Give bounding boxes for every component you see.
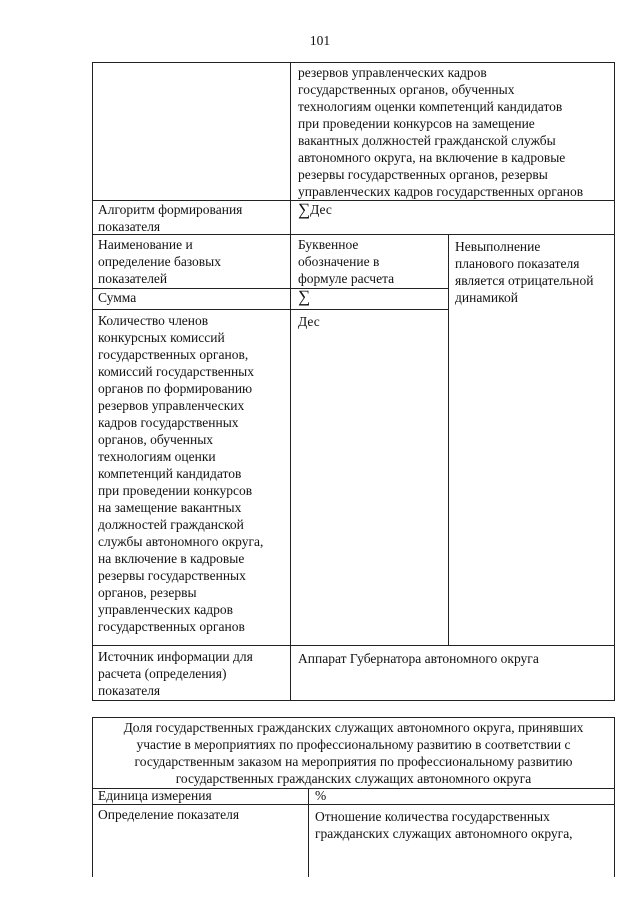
text-line: формуле расчета: [298, 271, 395, 286]
text-line: Наименование и: [98, 237, 193, 252]
dynamics-note: [448, 238, 614, 306]
sum-label: Сумма: [98, 290, 137, 305]
text-line: конкурсных комиссий: [98, 330, 225, 345]
text-line: управленческих кадров: [98, 602, 233, 617]
algorithm-label: [92, 201, 290, 235]
text-line: технологиям оценки компетенций кандидатов: [298, 99, 563, 114]
text-line: кадров государственных: [98, 415, 239, 430]
text-line: обозначение в: [298, 254, 380, 269]
text-line: показателя: [98, 219, 161, 234]
text-line: службы автономного округа,: [98, 534, 264, 549]
text-line: органов по формированию: [98, 381, 253, 396]
text-line: органов, резервы: [98, 585, 197, 600]
text-line: компетенций кандидатов: [98, 466, 242, 481]
indicator-title: [92, 719, 615, 787]
text-line: технологиям оценки: [98, 449, 216, 464]
sigma-symbol: ∑: [298, 200, 311, 219]
text-line: должностей гражданской: [98, 517, 244, 532]
text-line: является отрицательной: [455, 273, 594, 288]
text-line: показателя: [98, 683, 161, 698]
base-indicators-label: [92, 236, 290, 287]
sum-symbol-cell: [290, 288, 448, 305]
text-line: Невыполнение: [455, 239, 541, 254]
text-line: государственным заказом на мероприятия по профессиональному развитию: [134, 754, 573, 769]
definition-label: Определение показателя: [98, 807, 240, 822]
page-number: 101: [309, 33, 331, 48]
text-line: органов, обученных: [98, 432, 214, 447]
text-line: государственных органов: [98, 619, 245, 634]
members-variable: Дес: [298, 314, 320, 329]
text-line: планового показателя: [455, 256, 580, 271]
text-line: Буквенное: [298, 237, 359, 252]
text-line: при проведении конкурсов на замещение: [298, 116, 535, 131]
text-line: при проведении конкурсов: [98, 483, 253, 498]
text-line: показателей: [98, 271, 168, 286]
text-line: управленческих кадров государственных органов: [298, 184, 584, 199]
source-label: [92, 648, 290, 699]
definition-value: [308, 808, 614, 842]
unit-value: %: [315, 788, 327, 803]
text-line: гражданских служащих автономного округа,: [315, 826, 573, 841]
sigma-symbol: ∑: [298, 287, 311, 306]
text-line: Источник информации для: [98, 649, 253, 664]
formula-variable: Дес: [310, 202, 332, 217]
text-line: определение базовых: [98, 254, 222, 269]
text-line: динамикой: [455, 290, 518, 305]
text-line: Алгоритм формирования: [98, 202, 243, 217]
text-line: автономного округа, на включение в кадровые: [298, 150, 566, 165]
members-count-label: [92, 312, 290, 635]
text-line: резервов управленческих: [98, 398, 245, 413]
text-line: государственных органов, обученных: [298, 82, 515, 97]
text-line: резервы государственных органов, резервы: [298, 167, 548, 182]
text-line: Отношение количества государственных: [315, 809, 550, 824]
letter-designation-label: [290, 236, 448, 287]
unit-label: Единица измерения: [98, 788, 212, 803]
text-line: на включение в кадровые: [98, 551, 245, 566]
text-line: участие в мероприятиях по профессиональному развитию в соответствии с: [136, 737, 571, 752]
text-line: резервов управленческих кадров: [298, 65, 487, 80]
text-line: на замещение вакантных: [98, 500, 242, 515]
text-line: Доля государственных гражданских служащих автономного округа, принявших: [123, 720, 584, 735]
text-line: Количество членов: [98, 313, 209, 328]
continuation-text: [290, 64, 614, 200]
text-line: государственных гражданских служащих автономного округа: [175, 771, 532, 786]
source-value: Аппарат Губернатора автономного округа: [298, 651, 539, 666]
algorithm-formula: [290, 201, 614, 218]
text-line: комиссий государственных: [98, 364, 255, 379]
text-line: государственных органов,: [98, 347, 249, 362]
text-line: резервы государственных: [98, 568, 246, 583]
text-line: вакантных должностей гражданской службы: [298, 133, 556, 148]
text-line: расчета (определения): [98, 666, 227, 681]
